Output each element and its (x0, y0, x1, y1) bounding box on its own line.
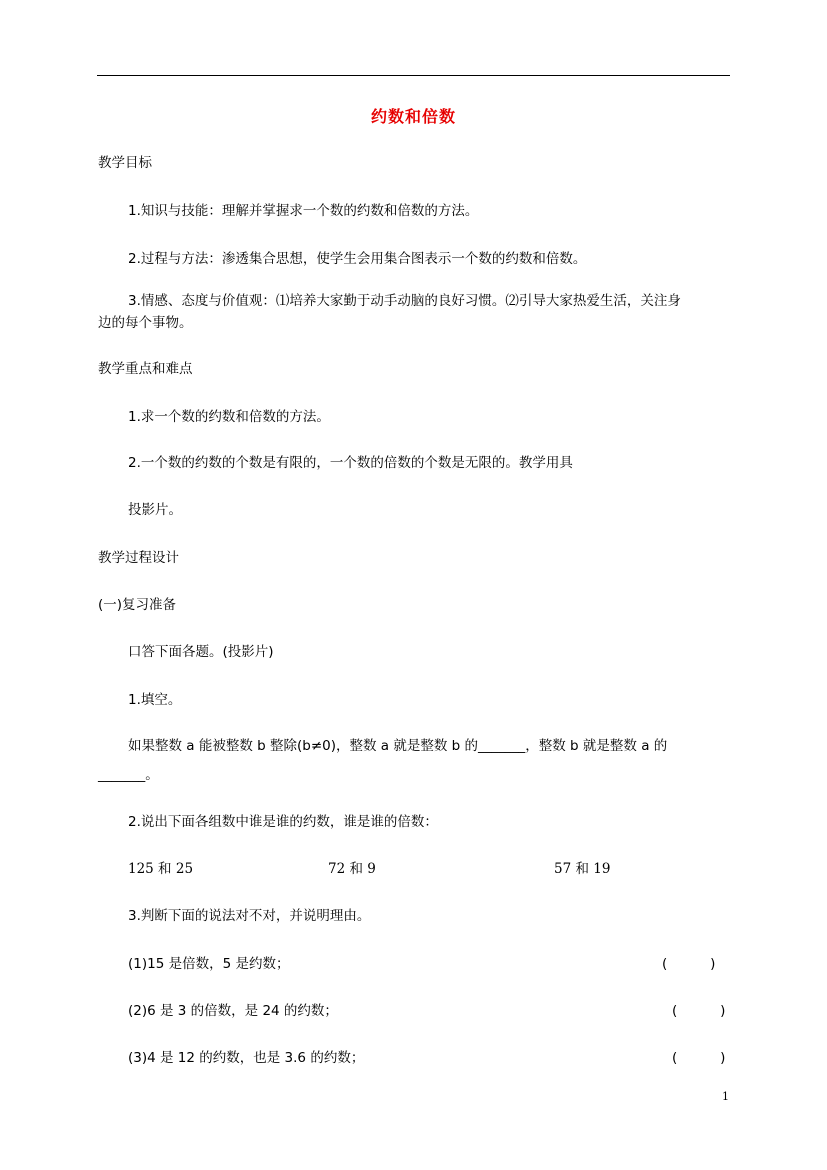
statement-1: (1)15 是倍数，5 是约数； (128, 956, 290, 972)
answer-blank-3: ( ) (672, 1050, 726, 1066)
question-1-text-line-1: 如果整数 a 能被整数 b 整除(b≠0)，整数 a 就是整数 b 的_______，整数 b 就是整数 a 的 (128, 738, 668, 754)
goal-2: 2.过程与方法：渗透集合思想，使学生会用集合图表示一个数的约数和倍数。 (128, 251, 587, 267)
key-heading: 教学重点和难点 (98, 361, 193, 377)
page-number: 1 (722, 1090, 729, 1103)
question-1-text-line-2: _______。 (98, 767, 159, 783)
key-point-1: 1.求一个数的约数和倍数的方法。 (128, 409, 330, 425)
question-2: 2.说出下面各组数中谁是谁的约数，谁是谁的倍数： (128, 814, 438, 830)
question-1: 1.填空。 (128, 692, 182, 708)
answer-blank-1: ( ) (662, 956, 716, 972)
goals-heading: 教学目标 (98, 155, 152, 171)
teaching-tools: 投影片。 (128, 502, 182, 518)
header-rule (97, 75, 730, 76)
review-heading: (一)复习准备 (98, 597, 177, 613)
key-point-2: 2.一个数的约数的个数是有限的，一个数的倍数的个数是无限的。教学用具 (128, 455, 573, 471)
question-3: 3.判断下面的说法对不对，并说明理由。 (128, 908, 371, 924)
document-title: 约数和倍数 (370, 107, 456, 126)
goal-3-line-1: 3.情感、态度与价值观：⑴培养大家勤于动手动脑的良好习惯。⑵引导大家热爱生活，关注身 (128, 293, 681, 309)
number-pair-1: 125 和 25 (128, 861, 194, 877)
number-pair-2: 72 和 9 (328, 861, 376, 877)
number-pair-3: 57 和 19 (554, 861, 611, 877)
goal-1: 1.知识与技能：理解并掌握求一个数的约数和倍数的方法。 (128, 203, 479, 219)
goal-3-line-2: 边的每个事物。 (98, 315, 193, 331)
oral-instruction: 口答下面各题。(投影片) (128, 644, 274, 660)
answer-blank-2: ( ) (672, 1003, 726, 1019)
statement-2: (2)6 是 3 的倍数，是 24 的约数； (128, 1003, 338, 1019)
process-heading: 教学过程设计 (98, 550, 179, 566)
statement-3: (3)4 是 12 的约数，也是 3.6 的约数； (128, 1050, 365, 1066)
